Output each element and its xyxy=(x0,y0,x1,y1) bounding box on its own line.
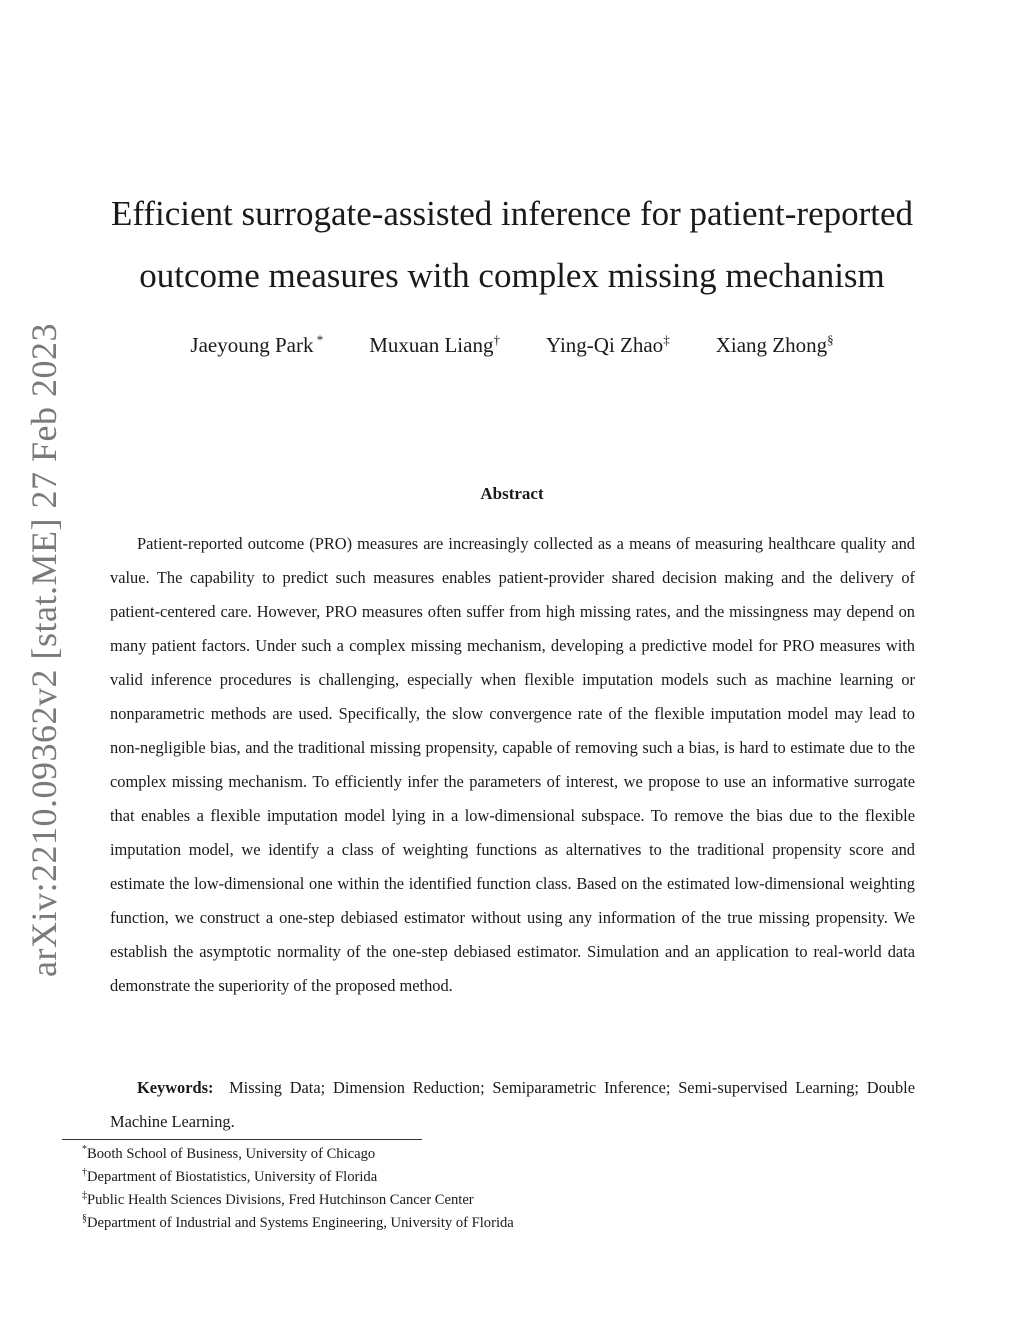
author-affiliation-mark: § xyxy=(827,332,834,347)
author xyxy=(369,333,500,358)
author xyxy=(190,333,323,358)
arxiv-identifier-stamp: arXiv:2210.09362v2 [stat.ME] 27 Feb 2023 xyxy=(24,323,64,977)
author-name: Muxuan Liang xyxy=(369,333,494,357)
footnote-text: Booth School of Business, University of Chicago xyxy=(87,1146,376,1162)
keywords-text: Missing Data; Dimension Reduction; Semiparametric Inference; Semi-supervised Learning; Double Machine Learning. xyxy=(110,1078,915,1131)
footnote-mark: § xyxy=(82,1213,87,1225)
abstract-heading: Abstract xyxy=(480,484,544,503)
footnote xyxy=(82,1212,882,1235)
footnotes xyxy=(82,1143,882,1235)
author-affiliation-mark: ‡ xyxy=(663,332,670,347)
author xyxy=(546,333,670,358)
author xyxy=(716,333,834,358)
footnote-text: Department of Biostatistics, University of Florida xyxy=(87,1169,378,1185)
footnote-mark: * xyxy=(82,1144,87,1156)
abstract-text: Patient-reported outcome (PRO) measures are increasingly collected as a means of measuring healthcare quality and value. The capability to predict such measures enables patient-provider shared decision making and the delivery of patient-centered care. However, PRO measures often suffer from high missing rates, and the missingness may depend on many patient factors. Under such a complex missing mechanism, developing a predictive model for PRO measures with valid inference procedures is challenging, especially when flexible imputation models such as machine learning or nonparametric methods are used. Specifically, the slow convergence rate of the flexible imputation model may lead to non-negligible bias, and the traditional missing propensity, capable of removing such a bias, is hard to estimate due to the complex missing mechanism. To efficiently infer the parameters of interest, we propose to use an informative surrogate that enables a flexible imputation model lying in a low-dimensional subspace. To remove the bias due to the flexible imputation model, we identify a class of weighting functions as alternatives to the traditional propensity score and estimate the low-dimensional one within the identified function class. Based on the estimated low-dimensional weighting function, we construct a one-step debiased estimator without using any information of the true missing propensity. We establish the asymptotic normality of the one-step debiased estimator. Simulation and an application to real-world data demonstrate the superiority of the proposed method. xyxy=(110,534,915,995)
footnote-text: Department of Industrial and Systems Engineering, University of Florida xyxy=(87,1215,514,1231)
footnote xyxy=(82,1189,882,1212)
paper-title: Efficient surrogate-assisted inference for patient-reported outcome measures with complex missing mechanism xyxy=(110,194,914,295)
footnote xyxy=(82,1143,882,1166)
keywords-label: Keywords: xyxy=(137,1078,214,1097)
author-affiliation-mark: * xyxy=(313,332,324,347)
author-name: Ying-Qi Zhao xyxy=(545,333,664,357)
footnote-mark: † xyxy=(82,1167,87,1179)
author-affiliation-mark: † xyxy=(493,332,500,347)
footnote-divider xyxy=(62,1139,422,1140)
author-name: Xiang Zhong xyxy=(715,333,828,357)
footnote-mark: ‡ xyxy=(82,1190,87,1202)
footnote-text: Public Health Sciences Divisions, Fred Hutchinson Cancer Center xyxy=(87,1192,474,1208)
author-name: Jaeyoung Park xyxy=(190,333,314,357)
author-list xyxy=(100,333,924,358)
keywords xyxy=(110,1071,915,1139)
footnote xyxy=(82,1166,882,1189)
